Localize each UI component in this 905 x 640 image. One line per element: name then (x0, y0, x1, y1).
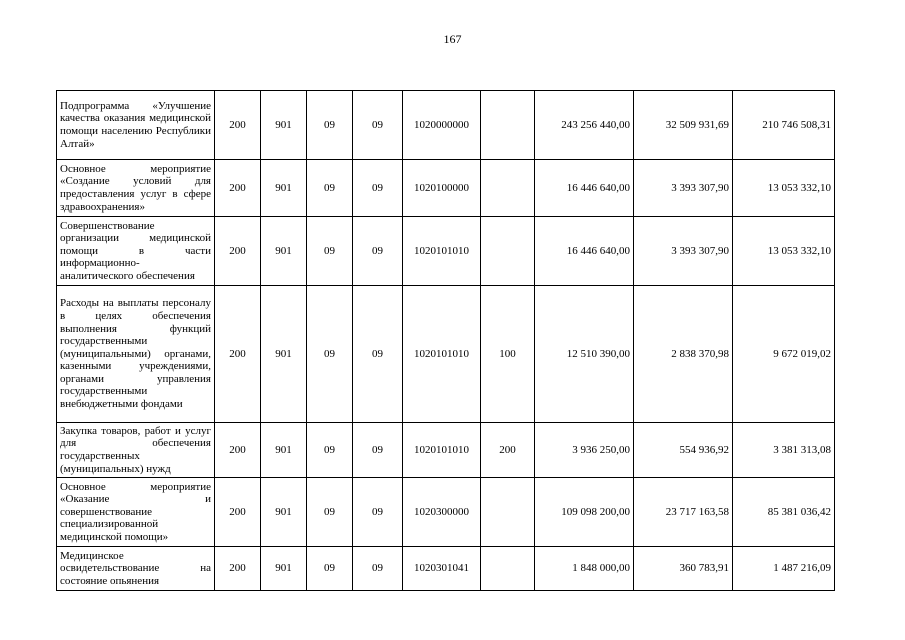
table-row (57, 217, 835, 286)
cell-pr: 09 (353, 423, 403, 478)
cell-csr: 1020300000 (403, 478, 481, 547)
cell-sum-2: 554 936,92 (634, 423, 733, 478)
cell-sum-1: 16 446 640,00 (535, 160, 634, 217)
cell-csr: 1020101010 (403, 217, 481, 286)
cell-sum-3: 1 487 216,09 (733, 547, 835, 591)
row-name: Расходы на выплаты персоналу в целях обеспечения выполнения функций государственными (муниципальными) органами, казенными учреждениями, органами управления государственными внебюджетными фондами (57, 286, 215, 423)
cell-vr: 100 (481, 286, 535, 423)
cell-sum-2: 3 393 307,90 (634, 217, 733, 286)
cell-grbs: 200 (215, 217, 261, 286)
cell-csr: 1020000000 (403, 91, 481, 160)
table-row (57, 547, 835, 591)
cell-sum-3: 13 053 332,10 (733, 217, 835, 286)
cell-rz: 09 (307, 478, 353, 547)
cell-ved: 901 (261, 423, 307, 478)
cell-pr: 09 (353, 478, 403, 547)
row-name: Совершенствование организации медицинской помощи в части информационно-аналитического обеспечения (57, 217, 215, 286)
cell-vr (481, 160, 535, 217)
cell-grbs: 200 (215, 286, 261, 423)
cell-pr: 09 (353, 217, 403, 286)
cell-rz: 09 (307, 217, 353, 286)
cell-vr (481, 478, 535, 547)
cell-ved: 901 (261, 286, 307, 423)
cell-ved: 901 (261, 91, 307, 160)
cell-sum-2: 23 717 163,58 (634, 478, 733, 547)
cell-pr: 09 (353, 160, 403, 217)
cell-sum-1: 1 848 000,00 (535, 547, 634, 591)
cell-vr (481, 547, 535, 591)
cell-sum-1: 109 098 200,00 (535, 478, 634, 547)
cell-ved: 901 (261, 478, 307, 547)
table-row (57, 478, 835, 547)
cell-grbs: 200 (215, 547, 261, 591)
cell-grbs: 200 (215, 423, 261, 478)
cell-csr: 1020301041 (403, 547, 481, 591)
cell-sum-1: 12 510 390,00 (535, 286, 634, 423)
cell-pr: 09 (353, 547, 403, 591)
table-row (57, 160, 835, 217)
cell-ved: 901 (261, 160, 307, 217)
cell-pr: 09 (353, 91, 403, 160)
cell-sum-2: 2 838 370,98 (634, 286, 733, 423)
cell-sum-3: 9 672 019,02 (733, 286, 835, 423)
table-row (57, 91, 835, 160)
cell-csr: 1020101010 (403, 286, 481, 423)
row-name: Закупка товаров, работ и услуг для обеспечения государственных (муниципальных) нужд (57, 423, 215, 478)
page-number: 167 (443, 32, 462, 46)
cell-grbs: 200 (215, 160, 261, 217)
cell-vr (481, 217, 535, 286)
cell-sum-2: 360 783,91 (634, 547, 733, 591)
cell-rz: 09 (307, 286, 353, 423)
cell-csr: 1020101010 (403, 423, 481, 478)
row-name: Подпрограмма «Улучшение качества оказания медицинской помощи населению Республики Алтай» (57, 91, 215, 160)
cell-rz: 09 (307, 547, 353, 591)
cell-rz: 09 (307, 423, 353, 478)
cell-ved: 901 (261, 217, 307, 286)
cell-vr (481, 91, 535, 160)
cell-vr: 200 (481, 423, 535, 478)
cell-pr: 09 (353, 286, 403, 423)
budget-table (56, 90, 835, 591)
cell-sum-2: 32 509 931,69 (634, 91, 733, 160)
cell-sum-3: 210 746 508,31 (733, 91, 835, 160)
cell-csr: 1020100000 (403, 160, 481, 217)
cell-sum-3: 13 053 332,10 (733, 160, 835, 217)
cell-sum-1: 16 446 640,00 (535, 217, 634, 286)
table-row (57, 423, 835, 478)
cell-rz: 09 (307, 160, 353, 217)
row-name: Основное мероприятие «Создание условий для предоставления услуг в сфере здравоохранения» (57, 160, 215, 217)
cell-grbs: 200 (215, 91, 261, 160)
cell-sum-3: 85 381 036,42 (733, 478, 835, 547)
cell-sum-1: 243 256 440,00 (535, 91, 634, 160)
cell-sum-1: 3 936 250,00 (535, 423, 634, 478)
cell-ved: 901 (261, 547, 307, 591)
row-name: Медицинское освидетельствование на состояние опьянения (57, 547, 215, 591)
cell-sum-2: 3 393 307,90 (634, 160, 733, 217)
cell-sum-3: 3 381 313,08 (733, 423, 835, 478)
row-name: Основное мероприятие «Оказание и совершенствование специализированной медицинской помощи» (57, 478, 215, 547)
cell-grbs: 200 (215, 478, 261, 547)
cell-rz: 09 (307, 91, 353, 160)
table-row (57, 286, 835, 423)
